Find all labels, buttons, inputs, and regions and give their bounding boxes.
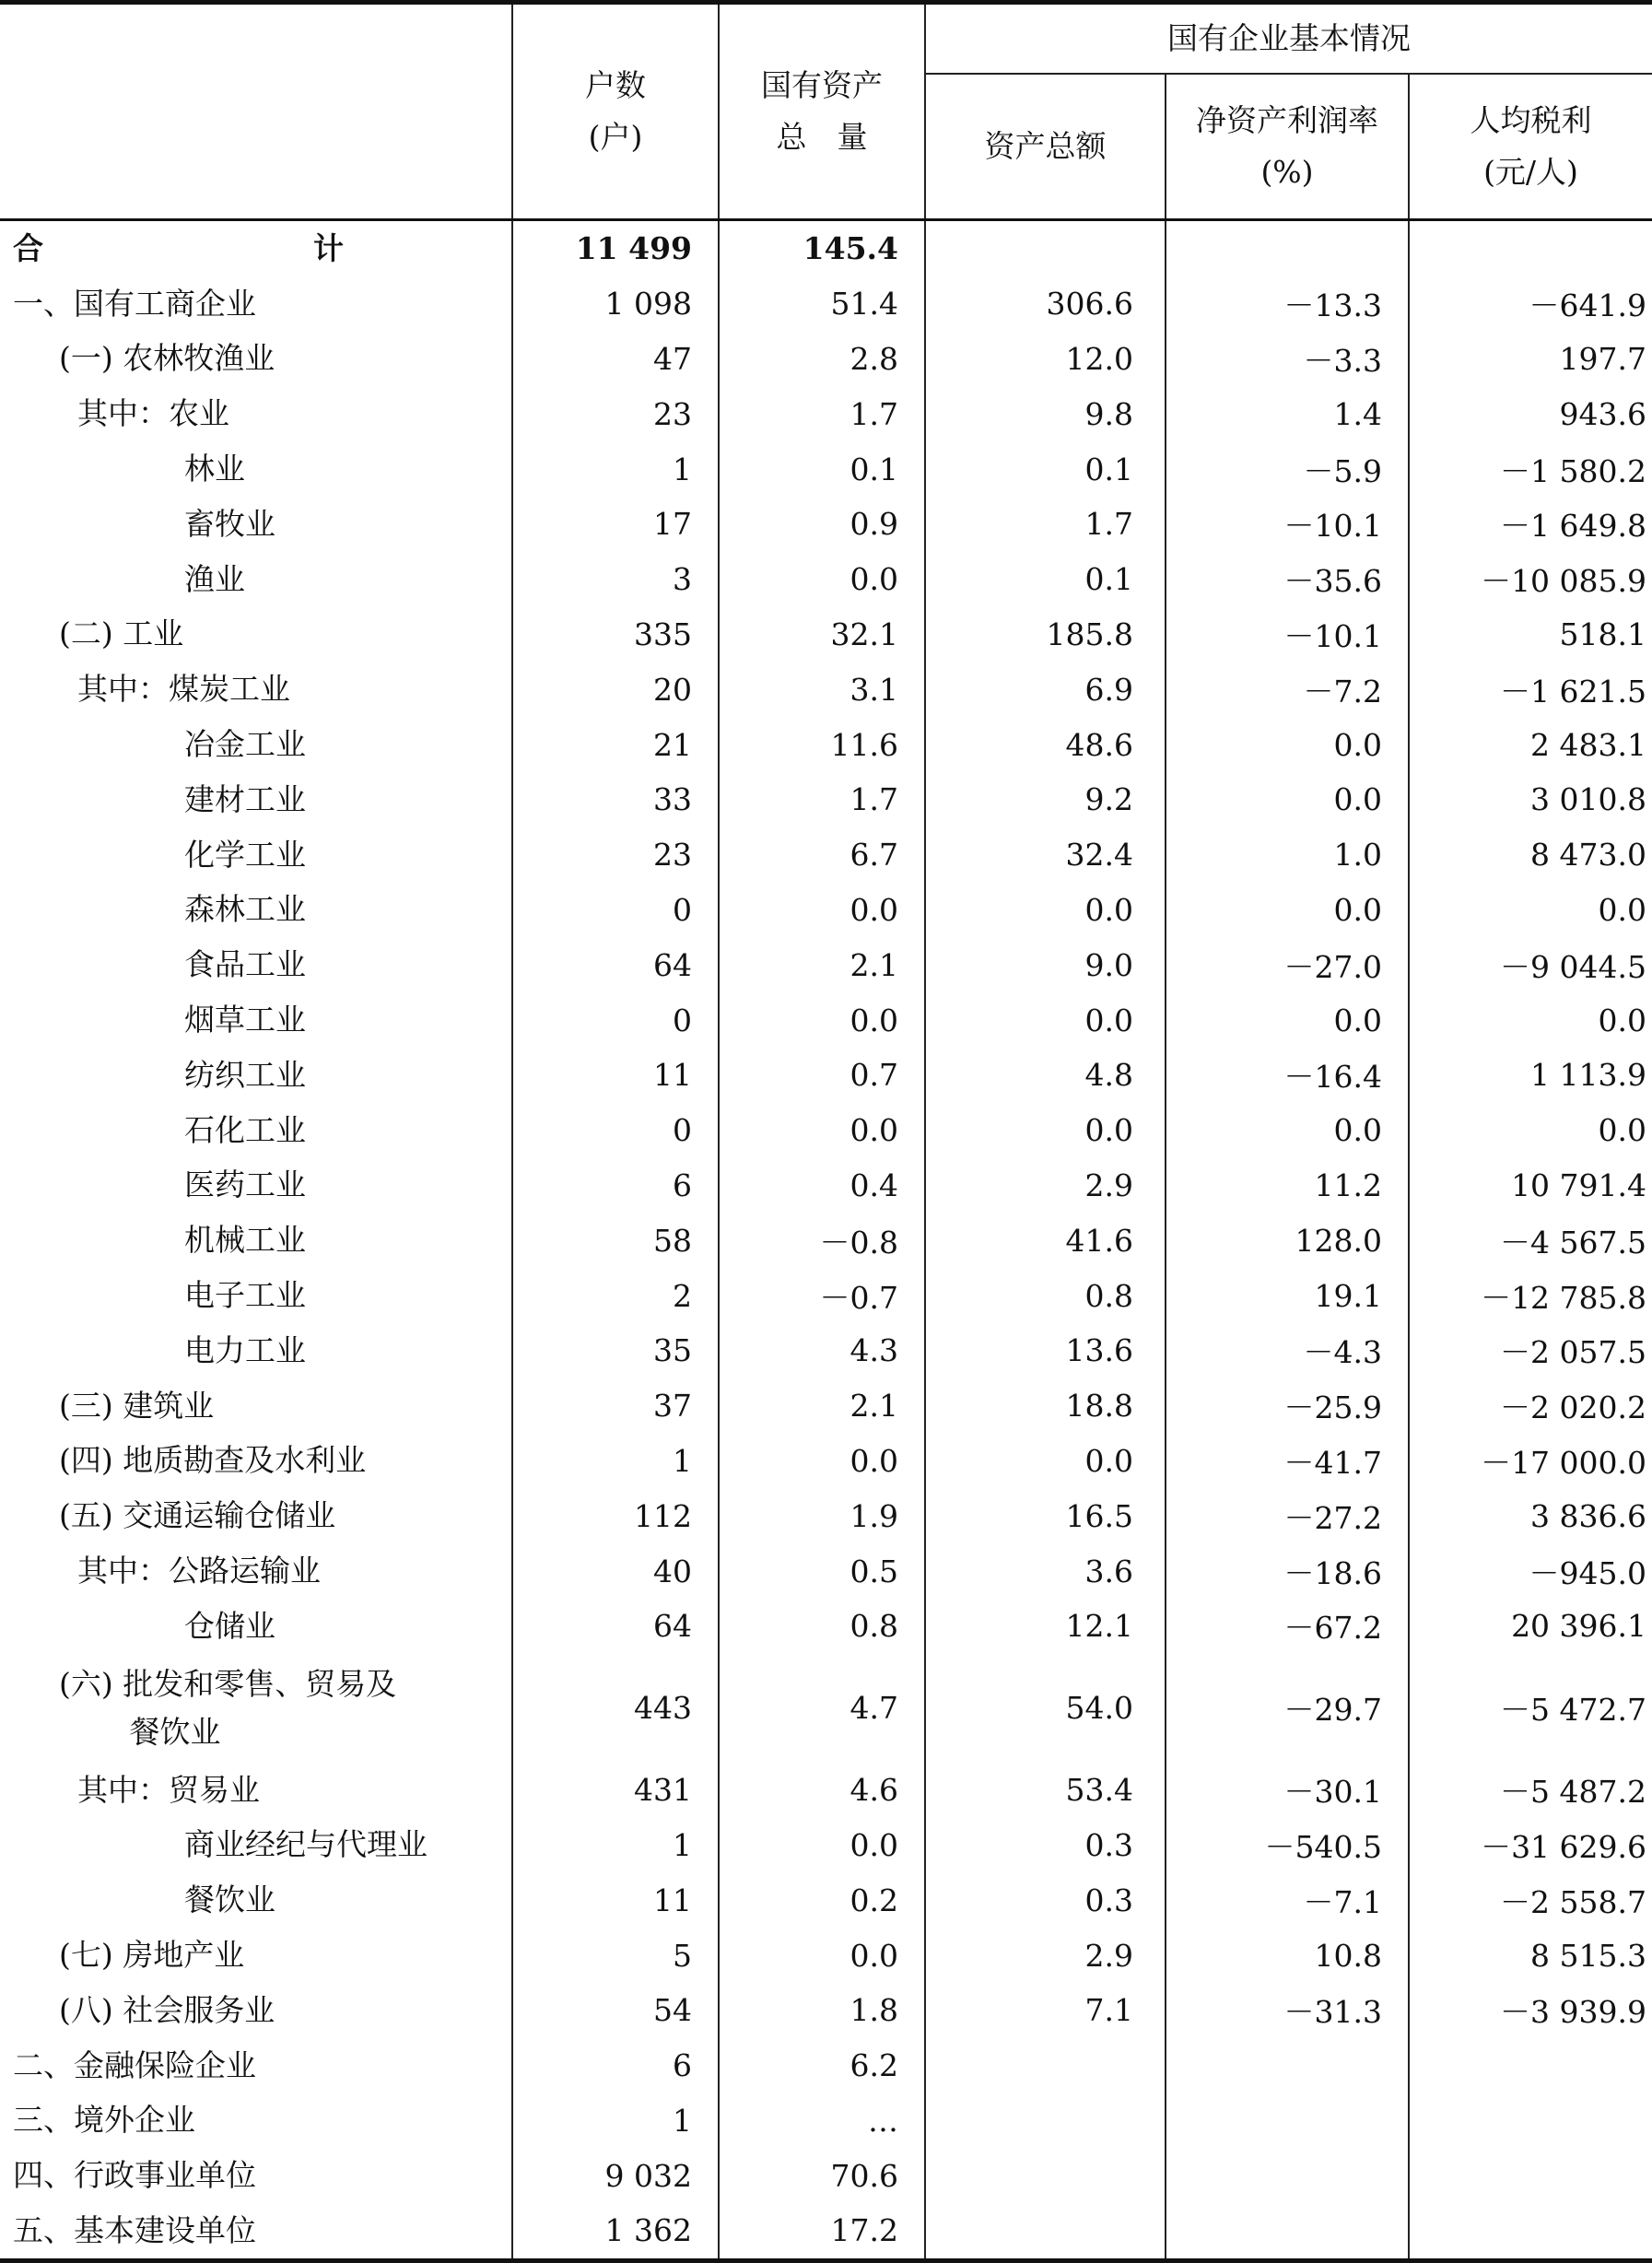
state-assets-cell: 4.6 bbox=[719, 1763, 925, 1818]
row-label bbox=[0, 1983, 512, 2038]
households-cell: 6 bbox=[512, 1158, 719, 1214]
total-assets-cell: 12.1 bbox=[925, 1599, 1166, 1654]
state-assets-cell: 0.0 bbox=[719, 992, 925, 1048]
state-assets-cell: 0.8 bbox=[719, 1599, 925, 1654]
state-assets-cell: 51.4 bbox=[719, 276, 925, 332]
households-cell: 1 bbox=[512, 1434, 719, 1489]
row-label bbox=[0, 1378, 512, 1434]
households-cell: 5 bbox=[512, 1928, 719, 1983]
households-header: 户数 (户) bbox=[512, 3, 719, 220]
table-row bbox=[0, 1268, 1652, 1323]
roe-cell: －7.2 bbox=[1166, 662, 1409, 717]
households-cell: 335 bbox=[512, 607, 719, 662]
row-label-text: 二、金融保险企业 bbox=[13, 2046, 256, 2083]
state-assets-cell: 17.2 bbox=[719, 2203, 925, 2260]
row-label-text: 其中：煤炭工业 bbox=[77, 671, 290, 708]
table-row bbox=[0, 1048, 1652, 1103]
state-assets-header: 国有资产 总 量 bbox=[719, 3, 925, 220]
total-assets-cell: 41.6 bbox=[925, 1213, 1166, 1268]
table-row bbox=[0, 552, 1652, 607]
tax-per-capita-cell: 0.0 bbox=[1409, 883, 1652, 938]
enterprise-group-header: 国有企业基本情况 bbox=[925, 3, 1652, 75]
roe-cell: 0.0 bbox=[1166, 992, 1409, 1048]
state-assets-cell: 0.2 bbox=[719, 1872, 925, 1928]
households-cell: 37 bbox=[512, 1378, 719, 1434]
total-assets-header: 资产总额 bbox=[925, 74, 1166, 220]
row-label bbox=[0, 1818, 512, 1873]
row-label-text: (一) 农林牧渔业 bbox=[59, 340, 275, 377]
roe-cell: －29.7 bbox=[1166, 1654, 1409, 1763]
row-label-text: 石化工业 bbox=[184, 1111, 306, 1148]
row-label-text: 林业 bbox=[184, 451, 245, 487]
households-cell: 11 bbox=[512, 1048, 719, 1103]
table-row bbox=[0, 992, 1652, 1048]
row-label-text: 电力工业 bbox=[184, 1331, 306, 1368]
tax-per-capita-cell: －5 487.2 bbox=[1409, 1763, 1652, 1818]
table-row bbox=[0, 386, 1652, 441]
households-cell: 1 bbox=[512, 2093, 719, 2149]
total-assets-cell: 0.0 bbox=[925, 1434, 1166, 1489]
table-row bbox=[0, 332, 1652, 387]
households-cell: 47 bbox=[512, 332, 719, 387]
tax-per-capita-cell bbox=[1409, 2093, 1652, 2149]
state-assets-cell: 2.1 bbox=[719, 937, 925, 992]
table-row bbox=[0, 1488, 1652, 1543]
tax-per-capita-cell: 1 113.9 bbox=[1409, 1048, 1652, 1103]
table-row bbox=[0, 1158, 1652, 1214]
roe-cell: －31.3 bbox=[1166, 1983, 1409, 2038]
table-row bbox=[0, 1323, 1652, 1378]
state-assets-cell: 1.9 bbox=[719, 1488, 925, 1543]
row-label-text: 餐饮业 bbox=[184, 1882, 275, 1918]
tax-per-capita-cell: 197.7 bbox=[1409, 332, 1652, 387]
tax-per-capita-cell: －2 020.2 bbox=[1409, 1378, 1652, 1434]
row-label bbox=[0, 1434, 512, 1489]
table-row bbox=[0, 662, 1652, 717]
table-row bbox=[0, 2038, 1652, 2093]
row-label bbox=[0, 2148, 512, 2203]
state-assets-cell: 0.7 bbox=[719, 1048, 925, 1103]
total-assets-cell: 0.1 bbox=[925, 441, 1166, 497]
total-assets-cell: 32.4 bbox=[925, 827, 1166, 883]
state-assets-cell: 0.0 bbox=[719, 1928, 925, 1983]
total-assets-cell: 4.8 bbox=[925, 1048, 1166, 1103]
row-label bbox=[0, 552, 512, 607]
row-label bbox=[0, 276, 512, 332]
row-label bbox=[0, 1048, 512, 1103]
row-label bbox=[0, 1543, 512, 1599]
state-assets-cell: －0.7 bbox=[719, 1268, 925, 1323]
tax-per-capita-cell: 2 483.1 bbox=[1409, 717, 1652, 772]
roe-cell: 128.0 bbox=[1166, 1213, 1409, 1268]
roe-cell: 1.4 bbox=[1166, 386, 1409, 441]
tax-per-capita-cell: 3 010.8 bbox=[1409, 772, 1652, 827]
total-assets-cell: 2.9 bbox=[925, 1158, 1166, 1214]
row-label-text: 森林工业 bbox=[184, 891, 306, 928]
table-row bbox=[0, 1103, 1652, 1158]
tax-per-capita-cell: －17 000.0 bbox=[1409, 1434, 1652, 1489]
roe-cell: －18.6 bbox=[1166, 1543, 1409, 1599]
row-label bbox=[0, 717, 512, 772]
tax-per-capita-cell: －1 621.5 bbox=[1409, 662, 1652, 717]
total-assets-cell: 12.0 bbox=[925, 332, 1166, 387]
tax-per-capita-cell: 8 473.0 bbox=[1409, 827, 1652, 883]
table-row bbox=[0, 1983, 1652, 2038]
roe-cell bbox=[1166, 2093, 1409, 2149]
table-row bbox=[0, 1763, 1652, 1818]
total-assets-cell: 16.5 bbox=[925, 1488, 1166, 1543]
roe-cell: －540.5 bbox=[1166, 1818, 1409, 1873]
total-assets-cell: 0.3 bbox=[925, 1818, 1166, 1873]
total-assets-cell: 3.6 bbox=[925, 1543, 1166, 1599]
row-label-text: 化学工业 bbox=[184, 836, 306, 873]
roe-cell bbox=[1166, 2038, 1409, 2093]
state-assets-cell: 32.1 bbox=[719, 607, 925, 662]
row-label bbox=[0, 1158, 512, 1214]
roe-cell bbox=[1166, 220, 1409, 276]
row-label bbox=[0, 1654, 512, 1763]
row-label-text: 其中：农业 bbox=[77, 395, 229, 432]
households-cell: 20 bbox=[512, 662, 719, 717]
households-cell: 64 bbox=[512, 937, 719, 992]
state-assets-cell: 0.0 bbox=[719, 1103, 925, 1158]
total-assets-cell: 7.1 bbox=[925, 1983, 1166, 2038]
roe-cell: －67.2 bbox=[1166, 1599, 1409, 1654]
roe-cell: －10.1 bbox=[1166, 497, 1409, 552]
tax-per-capita-cell: －4 567.5 bbox=[1409, 1213, 1652, 1268]
households-cell: 1 098 bbox=[512, 276, 719, 332]
state-assets-cell: 0.0 bbox=[719, 1434, 925, 1489]
total-assets-cell: 0.1 bbox=[925, 552, 1166, 607]
tax-per-capita-cell: －31 629.6 bbox=[1409, 1818, 1652, 1873]
state-assets-cell: －0.8 bbox=[719, 1213, 925, 1268]
tax-per-capita-cell bbox=[1409, 220, 1652, 276]
table-row bbox=[0, 1434, 1652, 1489]
stub-header bbox=[0, 3, 512, 220]
row-label-text: 仓储业 bbox=[184, 1607, 275, 1644]
row-label bbox=[0, 937, 512, 992]
table-row bbox=[0, 883, 1652, 938]
row-label-text: 烟草工业 bbox=[184, 1002, 306, 1038]
roe-cell: 11.2 bbox=[1166, 1158, 1409, 1214]
row-label bbox=[0, 1599, 512, 1654]
roe-cell: －41.7 bbox=[1166, 1434, 1409, 1489]
row-label-text: 四、行政事业单位 bbox=[13, 2157, 256, 2194]
roe-cell: －3.3 bbox=[1166, 332, 1409, 387]
tax-per-capita-cell: －5 472.7 bbox=[1409, 1654, 1652, 1763]
table-row bbox=[0, 220, 1652, 276]
total-assets-cell: 9.2 bbox=[925, 772, 1166, 827]
total-assets-cell: 54.0 bbox=[925, 1654, 1166, 1763]
row-label bbox=[0, 2203, 512, 2260]
total-assets-cell: 1.7 bbox=[925, 497, 1166, 552]
row-label-text: (二) 工业 bbox=[59, 616, 184, 652]
table-row bbox=[0, 1872, 1652, 1928]
row-label-text: 其中：贸易业 bbox=[77, 1771, 260, 1808]
households-cell: 17 bbox=[512, 497, 719, 552]
state-assets-cell: 3.1 bbox=[719, 662, 925, 717]
tax-per-capita-cell: 518.1 bbox=[1409, 607, 1652, 662]
tax-per-capita-cell: －1 649.8 bbox=[1409, 497, 1652, 552]
table-row bbox=[0, 772, 1652, 827]
table-row bbox=[0, 1543, 1652, 1599]
total-assets-cell bbox=[925, 220, 1166, 276]
state-assets-cell: 0.9 bbox=[719, 497, 925, 552]
households-cell: 11 499 bbox=[512, 220, 719, 276]
row-label bbox=[0, 386, 512, 441]
state-assets-cell: 0.4 bbox=[719, 1158, 925, 1214]
row-label-text: 三、境外企业 bbox=[13, 2102, 195, 2139]
tax-per-capita-cell: 8 515.3 bbox=[1409, 1928, 1652, 1983]
total-assets-cell: 306.6 bbox=[925, 276, 1166, 332]
tax-per-capita-cell: －12 785.8 bbox=[1409, 1268, 1652, 1323]
tax-per-capita-cell: 10 791.4 bbox=[1409, 1158, 1652, 1214]
row-label-text: 商业经纪与代理业 bbox=[184, 1826, 428, 1863]
table-row bbox=[0, 1818, 1652, 1873]
table-row bbox=[0, 607, 1652, 662]
total-assets-cell: 9.8 bbox=[925, 386, 1166, 441]
households-cell: 58 bbox=[512, 1213, 719, 1268]
households-cell: 1 bbox=[512, 441, 719, 497]
tax-per-capita-cell: 943.6 bbox=[1409, 386, 1652, 441]
tax-per-capita-cell: －3 939.9 bbox=[1409, 1983, 1652, 2038]
state-assets-cell: 0.0 bbox=[719, 1818, 925, 1873]
table-row bbox=[0, 827, 1652, 883]
table-row bbox=[0, 1599, 1652, 1654]
table-row bbox=[0, 717, 1652, 772]
total-assets-cell: 0.0 bbox=[925, 883, 1166, 938]
tax-per-capita-cell: －1 580.2 bbox=[1409, 441, 1652, 497]
households-cell: 112 bbox=[512, 1488, 719, 1543]
total-assets-cell: 2.9 bbox=[925, 1928, 1166, 1983]
total-assets-cell: 9.0 bbox=[925, 937, 1166, 992]
total-assets-cell bbox=[925, 2148, 1166, 2203]
roe-header: 净资产利润率 (%) bbox=[1166, 74, 1409, 220]
table-row bbox=[0, 497, 1652, 552]
roe-cell bbox=[1166, 2148, 1409, 2203]
households-cell: 0 bbox=[512, 1103, 719, 1158]
row-label bbox=[0, 1103, 512, 1158]
row-label-text: (七) 房地产业 bbox=[59, 1937, 245, 1973]
state-assets-cell: 1.8 bbox=[719, 1983, 925, 2038]
households-cell: 6 bbox=[512, 2038, 719, 2093]
households-cell: 431 bbox=[512, 1763, 719, 1818]
table-row bbox=[0, 441, 1652, 497]
total-assets-cell: 0.3 bbox=[925, 1872, 1166, 1928]
row-label-text: 其中：公路运输业 bbox=[77, 1553, 321, 1589]
households-cell: 2 bbox=[512, 1268, 719, 1323]
tax-per-capita-cell: 20 396.1 bbox=[1409, 1599, 1652, 1654]
roe-cell: －5.9 bbox=[1166, 441, 1409, 497]
roe-cell: －35.6 bbox=[1166, 552, 1409, 607]
row-label-text: 五、基本建设单位 bbox=[13, 2211, 256, 2248]
state-assets-cell: 0.1 bbox=[719, 441, 925, 497]
table-header bbox=[0, 3, 1652, 220]
row-label-text: 医药工业 bbox=[184, 1167, 306, 1203]
state-assets-cell: 2.1 bbox=[719, 1378, 925, 1434]
tax-per-capita-cell: 0.0 bbox=[1409, 1103, 1652, 1158]
row-label bbox=[0, 1872, 512, 1928]
row-label bbox=[0, 441, 512, 497]
row-label-text: (六) 批发和零售、贸易及 餐饮业 bbox=[59, 1665, 397, 1750]
state-assets-cell: 4.3 bbox=[719, 1323, 925, 1378]
roe-cell: －30.1 bbox=[1166, 1763, 1409, 1818]
total-assets-cell: 6.9 bbox=[925, 662, 1166, 717]
row-label bbox=[0, 1268, 512, 1323]
row-label bbox=[0, 607, 512, 662]
total-assets-cell: 0.8 bbox=[925, 1268, 1166, 1323]
households-cell: 33 bbox=[512, 772, 719, 827]
row-label-text: 畜牧业 bbox=[184, 505, 275, 542]
tax-per-capita-cell: －9 044.5 bbox=[1409, 937, 1652, 992]
tax-per-capita-cell bbox=[1409, 2038, 1652, 2093]
row-label bbox=[0, 772, 512, 827]
tax-per-capita-cell: 0.0 bbox=[1409, 992, 1652, 1048]
row-label bbox=[0, 2093, 512, 2149]
tax-per-capita-cell: －2 558.7 bbox=[1409, 1872, 1652, 1928]
state-assets-cell: 6.2 bbox=[719, 2038, 925, 2093]
row-label-text: 建材工业 bbox=[184, 780, 306, 817]
table-row bbox=[0, 276, 1652, 332]
roe-cell: 1.0 bbox=[1166, 827, 1409, 883]
total-assets-cell: 0.0 bbox=[925, 992, 1166, 1048]
state-assets-cell: … bbox=[719, 2093, 925, 2149]
state-assets-cell: 0.0 bbox=[719, 883, 925, 938]
tax-per-capita-cell: －641.9 bbox=[1409, 276, 1652, 332]
households-cell: 54 bbox=[512, 1983, 719, 2038]
tax-per-capita-cell: －10 085.9 bbox=[1409, 552, 1652, 607]
row-label bbox=[0, 1928, 512, 1983]
households-cell: 1 362 bbox=[512, 2203, 719, 2260]
tax-per-capita-cell: －2 057.5 bbox=[1409, 1323, 1652, 1378]
table-row bbox=[0, 937, 1652, 992]
state-assets-cell: 2.8 bbox=[719, 332, 925, 387]
table-row bbox=[0, 2148, 1652, 2203]
state-assets-cell: 1.7 bbox=[719, 386, 925, 441]
households-cell: 23 bbox=[512, 827, 719, 883]
roe-cell: 0.0 bbox=[1166, 1103, 1409, 1158]
households-cell: 0 bbox=[512, 883, 719, 938]
row-label-text: 一、国有工商企业 bbox=[13, 285, 256, 322]
state-assets-cell: 1.7 bbox=[719, 772, 925, 827]
table-row bbox=[0, 1928, 1652, 1983]
row-label-text: (八) 社会服务业 bbox=[59, 1991, 275, 2028]
state-assets-cell: 4.7 bbox=[719, 1654, 925, 1763]
households-cell: 1 bbox=[512, 1818, 719, 1873]
roe-cell: 0.0 bbox=[1166, 883, 1409, 938]
table-row bbox=[0, 1378, 1652, 1434]
roe-cell: －7.1 bbox=[1166, 1872, 1409, 1928]
row-label bbox=[0, 662, 512, 717]
households-cell: 9 032 bbox=[512, 2148, 719, 2203]
roe-cell: －4.3 bbox=[1166, 1323, 1409, 1378]
roe-cell: 0.0 bbox=[1166, 772, 1409, 827]
total-assets-cell: 53.4 bbox=[925, 1763, 1166, 1818]
tax-per-capita-cell bbox=[1409, 2148, 1652, 2203]
households-cell: 443 bbox=[512, 1654, 719, 1763]
total-assets-cell: 18.8 bbox=[925, 1378, 1166, 1434]
households-cell: 35 bbox=[512, 1323, 719, 1378]
row-label-text: 食品工业 bbox=[184, 946, 306, 983]
row-label bbox=[0, 332, 512, 387]
roe-cell: －10.1 bbox=[1166, 607, 1409, 662]
total-assets-cell bbox=[925, 2203, 1166, 2260]
tax-per-capita-header: 人均税利 (元/人) bbox=[1409, 74, 1652, 220]
row-label bbox=[0, 2038, 512, 2093]
row-label-text: 机械工业 bbox=[184, 1222, 306, 1259]
total-assets-cell: 13.6 bbox=[925, 1323, 1166, 1378]
total-assets-cell: 0.0 bbox=[925, 1103, 1166, 1158]
tax-per-capita-cell: －945.0 bbox=[1409, 1543, 1652, 1599]
row-label bbox=[0, 1763, 512, 1818]
roe-cell: 19.1 bbox=[1166, 1268, 1409, 1323]
roe-cell: 10.8 bbox=[1166, 1928, 1409, 1983]
table-row bbox=[0, 2093, 1652, 2149]
state-assets-cell: 0.5 bbox=[719, 1543, 925, 1599]
row-label bbox=[0, 1213, 512, 1268]
households-cell: 0 bbox=[512, 992, 719, 1048]
state-assets-cell: 145.4 bbox=[719, 220, 925, 276]
row-label-text: 合 计 bbox=[13, 229, 463, 266]
state-assets-cell: 11.6 bbox=[719, 717, 925, 772]
total-assets-cell: 48.6 bbox=[925, 717, 1166, 772]
row-label bbox=[0, 883, 512, 938]
row-label bbox=[0, 992, 512, 1048]
roe-cell: －16.4 bbox=[1166, 1048, 1409, 1103]
row-label bbox=[0, 1488, 512, 1543]
row-label bbox=[0, 497, 512, 552]
roe-cell: －13.3 bbox=[1166, 276, 1409, 332]
state-assets-cell: 6.7 bbox=[719, 827, 925, 883]
table-body bbox=[0, 220, 1652, 2261]
row-label-text: 纺织工业 bbox=[184, 1056, 306, 1093]
state-assets-cell: 0.0 bbox=[719, 552, 925, 607]
roe-cell: 0.0 bbox=[1166, 717, 1409, 772]
row-label-text: (四) 地质勘查及水利业 bbox=[59, 1442, 367, 1479]
row-label-text: (三) 建筑业 bbox=[59, 1387, 215, 1424]
households-cell: 11 bbox=[512, 1872, 719, 1928]
row-label-text: 电子工业 bbox=[184, 1277, 306, 1314]
row-label bbox=[0, 1323, 512, 1378]
table-row bbox=[0, 2203, 1652, 2260]
row-label-text: 冶金工业 bbox=[184, 726, 306, 763]
roe-cell: －27.2 bbox=[1166, 1488, 1409, 1543]
roe-cell: －27.0 bbox=[1166, 937, 1409, 992]
row-label bbox=[0, 827, 512, 883]
households-cell: 64 bbox=[512, 1599, 719, 1654]
row-label bbox=[0, 220, 512, 276]
total-assets-cell bbox=[925, 2093, 1166, 2149]
roe-cell bbox=[1166, 2203, 1409, 2260]
tax-per-capita-cell bbox=[1409, 2203, 1652, 2260]
households-cell: 3 bbox=[512, 552, 719, 607]
table-row bbox=[0, 1654, 1652, 1763]
total-assets-cell bbox=[925, 2038, 1166, 2093]
households-cell: 21 bbox=[512, 717, 719, 772]
tax-per-capita-cell: 3 836.6 bbox=[1409, 1488, 1652, 1543]
state-assets-cell: 70.6 bbox=[719, 2148, 925, 2203]
table-row bbox=[0, 1213, 1652, 1268]
total-assets-cell: 185.8 bbox=[925, 607, 1166, 662]
row-label-text: 渔业 bbox=[184, 560, 245, 597]
row-label-text: (五) 交通运输仓储业 bbox=[59, 1497, 336, 1534]
households-cell: 23 bbox=[512, 386, 719, 441]
roe-cell: －25.9 bbox=[1166, 1378, 1409, 1434]
households-cell: 40 bbox=[512, 1543, 719, 1599]
